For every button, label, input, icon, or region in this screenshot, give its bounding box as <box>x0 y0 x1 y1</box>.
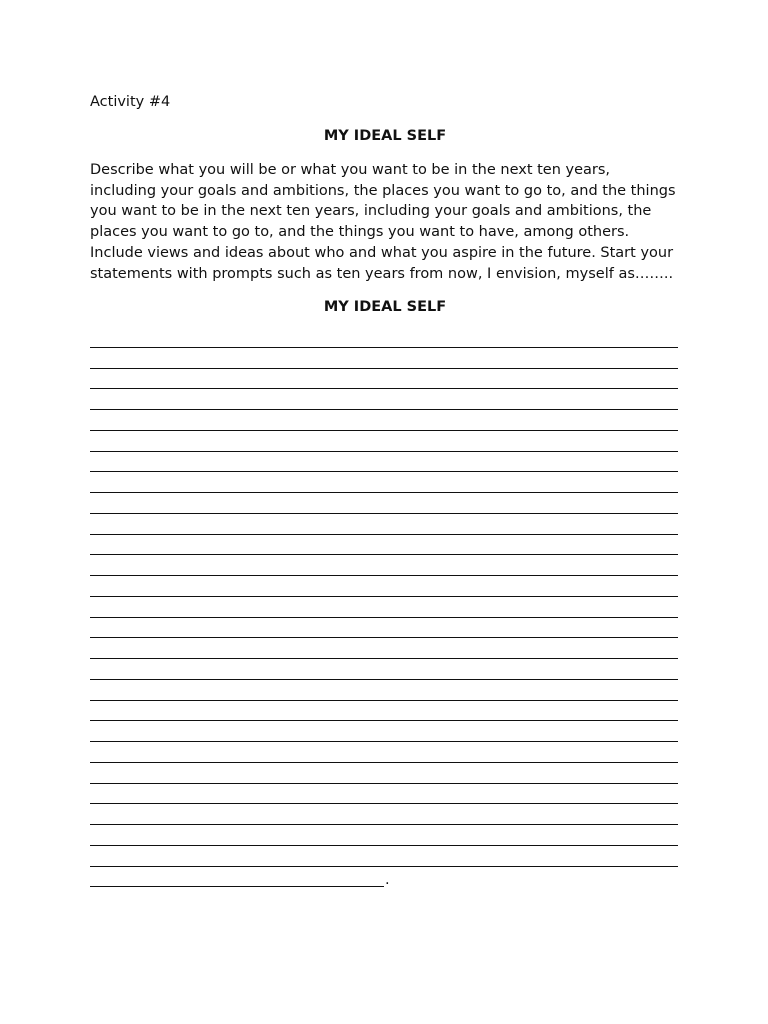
writing-line[interactable] <box>90 514 678 535</box>
writing-line[interactable] <box>90 659 678 680</box>
writing-line[interactable] <box>90 721 678 742</box>
writing-line[interactable] <box>90 327 678 348</box>
writing-line[interactable] <box>90 576 678 597</box>
writing-line[interactable] <box>90 638 678 659</box>
instructions-paragraph: Describe what you will be or what you want to be in the next ten years, including your goals and ambitions, the places you want to go to, and the things you want to be in the next ten years, including your goals and ambitions, the places you want to go to, and the things you want to have, among others. Include views and ideas about who and what you aspire in the future. Start your statements with prompts such as ten years from now, I envision, myself as…….. <box>90 162 676 282</box>
last-writing-line-row <box>90 867 680 888</box>
writing-line[interactable] <box>90 348 678 369</box>
writing-line[interactable] <box>90 846 678 867</box>
activity-label: Activity #4 <box>90 94 171 110</box>
writing-lines <box>90 327 680 887</box>
writing-line[interactable] <box>90 369 678 390</box>
worksheet-title: MY IDEAL SELF <box>323 128 447 144</box>
writing-line[interactable] <box>90 742 678 763</box>
answer-heading: MY IDEAL SELF <box>323 299 447 316</box>
last-writing-line[interactable] <box>90 867 384 888</box>
writing-line[interactable] <box>90 825 678 846</box>
writing-line[interactable] <box>90 701 678 722</box>
writing-line[interactable] <box>90 804 678 825</box>
writing-line[interactable] <box>90 763 678 784</box>
writing-line[interactable] <box>90 431 678 452</box>
writing-line[interactable] <box>90 472 678 493</box>
writing-line[interactable] <box>90 555 678 576</box>
writing-line[interactable] <box>90 784 678 805</box>
writing-line[interactable] <box>90 597 678 618</box>
writing-line[interactable] <box>90 452 678 473</box>
writing-line[interactable] <box>90 535 678 556</box>
writing-line[interactable] <box>90 410 678 431</box>
writing-line[interactable] <box>90 389 678 410</box>
writing-line[interactable] <box>90 680 678 701</box>
worksheet-page <box>90 92 680 887</box>
writing-line[interactable] <box>90 493 678 514</box>
last-line-period: . <box>385 872 390 889</box>
writing-line[interactable] <box>90 618 678 639</box>
